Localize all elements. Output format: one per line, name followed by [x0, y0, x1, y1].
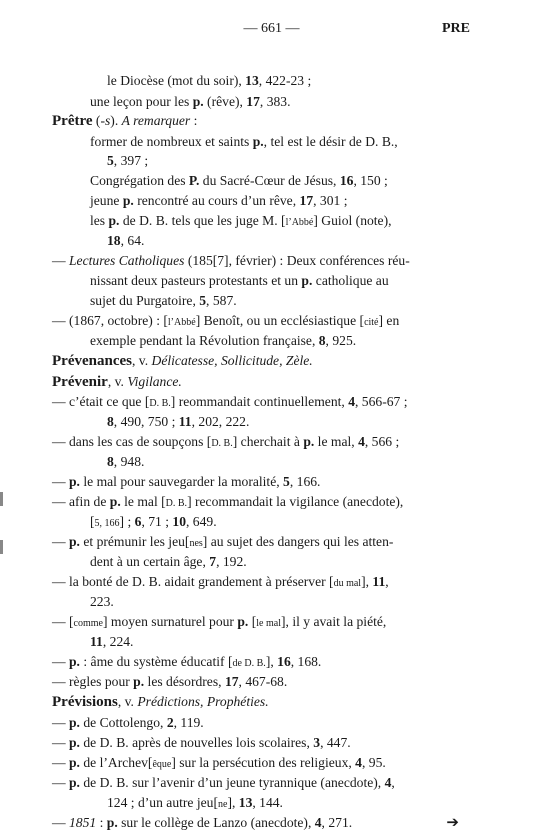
- text-run: , 566-67 ;: [355, 394, 408, 409]
- text-run: , v.: [131, 353, 152, 368]
- bold-run: 8: [318, 333, 326, 348]
- bold-run: 17: [246, 94, 260, 109]
- text-run: de D. B. tels que les juge M. [: [119, 213, 286, 228]
- text-run: le mal pour sauvegarder la moralité,: [79, 474, 284, 489]
- index-line: [52, 493, 403, 513]
- bold-run: 3: [313, 735, 321, 750]
- margin-mark: [0, 540, 3, 554]
- index-line: [52, 473, 320, 491]
- text-run: ] moyen surnaturel pour: [102, 614, 238, 629]
- bold-run: 13: [245, 73, 259, 88]
- text-run: (rêve),: [203, 94, 247, 109]
- text-run: —: [52, 755, 69, 770]
- text-run: ] reommandait continuellement,: [170, 394, 349, 409]
- smallcaps-run: cité: [364, 317, 379, 328]
- text-run: —: [52, 775, 69, 790]
- smallcaps-run: l’Abbé: [285, 217, 314, 228]
- bold-run: 4: [358, 434, 365, 449]
- bold-run: 5: [283, 474, 290, 489]
- text-run: dent à un certain âge,: [90, 554, 210, 569]
- text-run: de D. B. après de nouvelles lois scolaires,: [79, 735, 314, 750]
- text-run: —: [52, 654, 69, 669]
- bold-run: p.: [133, 674, 145, 689]
- running-head-word: PRE: [442, 21, 470, 36]
- bold-run: p.: [69, 775, 80, 790]
- bold-run: 6: [134, 514, 142, 529]
- italic-run: Délicatesse, Sollicitude, Zèle.: [151, 353, 313, 368]
- text-run: ] ;: [119, 514, 135, 529]
- text-run: ] Benoît, ou un ecclésiastique [: [195, 313, 365, 328]
- margin-mark: [0, 492, 3, 506]
- text-run: — dans les cas de soupçons [: [52, 434, 212, 449]
- text-run: former de nombreux et saints: [90, 134, 253, 149]
- text-run: ],: [361, 574, 373, 589]
- bold-run: p.: [106, 815, 118, 830]
- page-number: — 661 —: [243, 21, 300, 36]
- bold-run: 4: [355, 755, 362, 770]
- index-line: [52, 653, 321, 673]
- bold-run: 5: [107, 153, 114, 168]
- bold-run: p.: [109, 494, 121, 509]
- text-run: ] Guiol (note),: [313, 213, 392, 228]
- index-line: [52, 312, 399, 332]
- text-run: et prémunir les jeu[: [79, 534, 190, 549]
- text-run: [: [248, 614, 257, 629]
- index-line: [107, 232, 144, 250]
- smallcaps-run: ne: [217, 799, 228, 810]
- italic-run: 1851: [69, 815, 97, 830]
- index-line: [90, 292, 237, 310]
- text-run: , 467-68.: [238, 674, 288, 689]
- text-run: une leçon pour les: [90, 94, 193, 109]
- text-run: de D. B. sur l’avenir d’un jeune tyrannique (anecdote),: [79, 775, 385, 790]
- index-line: [52, 433, 399, 453]
- index-line: [90, 332, 356, 350]
- index-line: [52, 814, 352, 832]
- index-line: [107, 413, 249, 431]
- text-run: , 192.: [216, 554, 247, 569]
- text-run: —: [52, 715, 69, 730]
- text-run: sur le collège de Lanzo (anecdote),: [117, 815, 315, 830]
- bold-run: p.: [108, 213, 120, 228]
- index-line: [52, 673, 287, 691]
- index-line: [90, 212, 392, 232]
- text-run: , 566 ;: [364, 434, 400, 449]
- index-line: [107, 794, 283, 814]
- index-line: [107, 152, 148, 170]
- text-run: , 166.: [289, 474, 321, 489]
- index-line: [107, 72, 311, 90]
- text-run: , tel est le désir de D. B.,: [263, 134, 398, 149]
- italic-run: -s: [100, 113, 111, 128]
- index-line: [52, 393, 407, 413]
- bold-run: 18: [107, 233, 121, 248]
- text-run: :: [190, 113, 198, 128]
- smallcaps-run: D. B.: [211, 438, 233, 449]
- text-run: —: [52, 534, 69, 549]
- italic-run: Vigilance.: [127, 374, 182, 389]
- continue-arrow-icon: ➔: [446, 815, 459, 831]
- index-line: [52, 352, 313, 370]
- index-line: [90, 93, 290, 111]
- bold-run: 7: [209, 554, 217, 569]
- running-header: [0, 21, 543, 41]
- index-line: [90, 172, 388, 190]
- text-run: , 447.: [320, 735, 351, 750]
- bold-run: p.: [69, 654, 80, 669]
- bold-run: p.: [192, 94, 204, 109]
- text-run: , 301 ;: [313, 193, 348, 208]
- index-line: [52, 252, 410, 270]
- index-line: [52, 112, 197, 130]
- text-run: (: [92, 113, 101, 128]
- bold-run: p.: [69, 755, 80, 770]
- text-run: sujet du Purgatoire,: [90, 293, 200, 308]
- text-run: ,: [391, 775, 395, 790]
- bold-run: p.: [69, 715, 80, 730]
- bold-run: p.: [69, 474, 80, 489]
- text-run: , 587.: [206, 293, 237, 308]
- text-run: ] en: [378, 313, 400, 328]
- bold-run: 11: [178, 414, 192, 429]
- smallcaps-run: le mal: [256, 618, 281, 629]
- text-run: , 95.: [361, 755, 386, 770]
- text-run: , 144.: [252, 795, 283, 810]
- text-run: ],: [265, 654, 278, 669]
- smallcaps-run: comme: [73, 618, 103, 629]
- smallcaps-run: D. B.: [149, 398, 171, 409]
- index-line: [52, 774, 395, 792]
- text-run: ] recommandait la vigilance (anecdote),: [187, 494, 404, 509]
- index-line: [90, 593, 114, 611]
- text-run: ).: [110, 113, 122, 128]
- smallcaps-run: de D. B.: [232, 658, 266, 669]
- bold-run: 17: [299, 193, 314, 208]
- bold-run: 2: [166, 715, 174, 730]
- bold-run: p.: [69, 534, 80, 549]
- text-run: , 383.: [259, 94, 291, 109]
- smallcaps-run: du mal: [333, 578, 362, 589]
- bold-run: p.: [69, 735, 80, 750]
- index-line: [90, 272, 389, 290]
- text-run: catholique au: [312, 273, 389, 288]
- index-line: [52, 754, 386, 774]
- text-run: , 119.: [173, 715, 204, 730]
- smallcaps-run: l’Abbé: [167, 317, 196, 328]
- index-line: [52, 734, 351, 752]
- bold-run: 13: [238, 795, 253, 810]
- headword: Prêtre: [52, 113, 93, 129]
- text-run: , 490, 750 ;: [113, 414, 179, 429]
- text-run: ], il y avait la piété,: [281, 614, 387, 629]
- text-run: le mal [: [120, 494, 166, 509]
- text-run: , 224.: [102, 634, 134, 649]
- text-run: les désordres,: [144, 674, 225, 689]
- text-run: — (1867, octobre) : [: [52, 313, 168, 328]
- bold-run: 16: [277, 654, 291, 669]
- text-run: [: [90, 514, 95, 529]
- smallcaps-run: nes: [189, 538, 203, 549]
- bold-run: 8: [107, 414, 114, 429]
- text-run: jeune: [90, 193, 123, 208]
- text-run: , 649.: [186, 514, 217, 529]
- index-line: [107, 453, 144, 471]
- index-line: [52, 693, 269, 711]
- bold-run: p.: [237, 614, 249, 629]
- headword: Prévenir: [52, 374, 108, 390]
- bold-run: p.: [122, 193, 134, 208]
- smallcaps-run: 5, 166: [94, 518, 120, 529]
- text-run: ] cherchait à: [232, 434, 304, 449]
- text-run: le Diocèse (mot du soir),: [107, 73, 246, 88]
- bold-run: 4: [348, 394, 355, 409]
- text-run: le mal,: [314, 434, 359, 449]
- text-run: ],: [227, 795, 239, 810]
- bold-run: 11: [372, 574, 386, 589]
- text-run: , 422-23 ;: [258, 73, 312, 88]
- text-run: —: [52, 735, 69, 750]
- text-run: rencontré au cours d’un rêve,: [133, 193, 300, 208]
- text-run: :: [96, 815, 107, 830]
- index-line: [90, 133, 398, 151]
- smallcaps-run: D. B.: [165, 498, 188, 509]
- index-line: [90, 633, 133, 651]
- text-run: , 150 ;: [353, 173, 388, 188]
- bold-run: p.: [301, 273, 313, 288]
- text-run: : âme du système éducatif [: [79, 654, 233, 669]
- text-run: —: [52, 253, 69, 268]
- text-run: —: [52, 474, 69, 489]
- bold-run: 8: [107, 454, 114, 469]
- text-run: —: [52, 815, 69, 830]
- text-run: , 64.: [120, 233, 145, 248]
- bold-run: p.: [303, 434, 315, 449]
- text-run: ] au sujet des dangers qui les atten-: [202, 534, 394, 549]
- text-run: , 925.: [325, 333, 357, 348]
- text-run: de Cottolengo,: [79, 715, 167, 730]
- bold-run: 17: [224, 674, 239, 689]
- headword: Prévenances: [52, 353, 132, 369]
- index-line: [90, 553, 247, 571]
- index-line: [52, 573, 389, 593]
- headword: Prévisions: [52, 694, 118, 710]
- bold-run: 16: [339, 173, 354, 188]
- index-line: [52, 373, 182, 391]
- text-run: nissant deux pasteurs protestants et un: [90, 273, 302, 288]
- text-run: de l’Archev[: [79, 755, 153, 770]
- text-run: , v.: [117, 694, 138, 709]
- text-run: — afin de: [52, 494, 110, 509]
- index-line: [90, 192, 347, 210]
- italic-run: A remarquer: [121, 113, 191, 128]
- text-run: ,: [385, 574, 389, 589]
- index-line: [90, 513, 217, 533]
- text-run: — c’était ce que [: [52, 394, 150, 409]
- text-run: , v.: [107, 374, 128, 389]
- text-run: — règles pour: [52, 674, 134, 689]
- text-run: ] sur la persécution des religieux,: [171, 755, 356, 770]
- index-line: [52, 714, 204, 732]
- text-run: , 948.: [113, 454, 145, 469]
- bold-run: P.: [188, 173, 200, 188]
- text-run: 223.: [90, 594, 114, 609]
- text-run: — la bonté de D. B. aidait grandement à préserver [: [52, 574, 334, 589]
- text-run: Congrégation des: [90, 173, 189, 188]
- italic-run: Prédictions, Prophéties.: [137, 694, 269, 709]
- text-run: , 71 ;: [141, 514, 173, 529]
- text-run: du Sacré-Cœur de Jésus,: [199, 173, 340, 188]
- bold-run: 11: [90, 634, 103, 649]
- text-run: (185[7], février) : Deux conférences réu-: [184, 253, 410, 268]
- bold-run: p.: [252, 134, 264, 149]
- index-line: [52, 613, 386, 633]
- text-run: les: [90, 213, 109, 228]
- text-run: 124 ; d’un autre jeu[: [107, 795, 218, 810]
- smallcaps-run: êque: [152, 759, 172, 770]
- text-run: , 202, 222.: [191, 414, 250, 429]
- bold-run: 10: [172, 514, 186, 529]
- index-line: [52, 533, 393, 553]
- text-run: exemple pendant la Révolution française,: [90, 333, 319, 348]
- bold-run: 5: [199, 293, 207, 308]
- text-run: , 168.: [290, 654, 322, 669]
- bold-run: 4: [384, 775, 392, 790]
- text-run: , 271.: [321, 815, 353, 830]
- italic-run: Lectures Catholiques: [69, 253, 185, 268]
- bold-run: 4: [314, 815, 322, 830]
- text-run: , 397 ;: [113, 153, 149, 168]
- text-run: — [: [52, 614, 74, 629]
